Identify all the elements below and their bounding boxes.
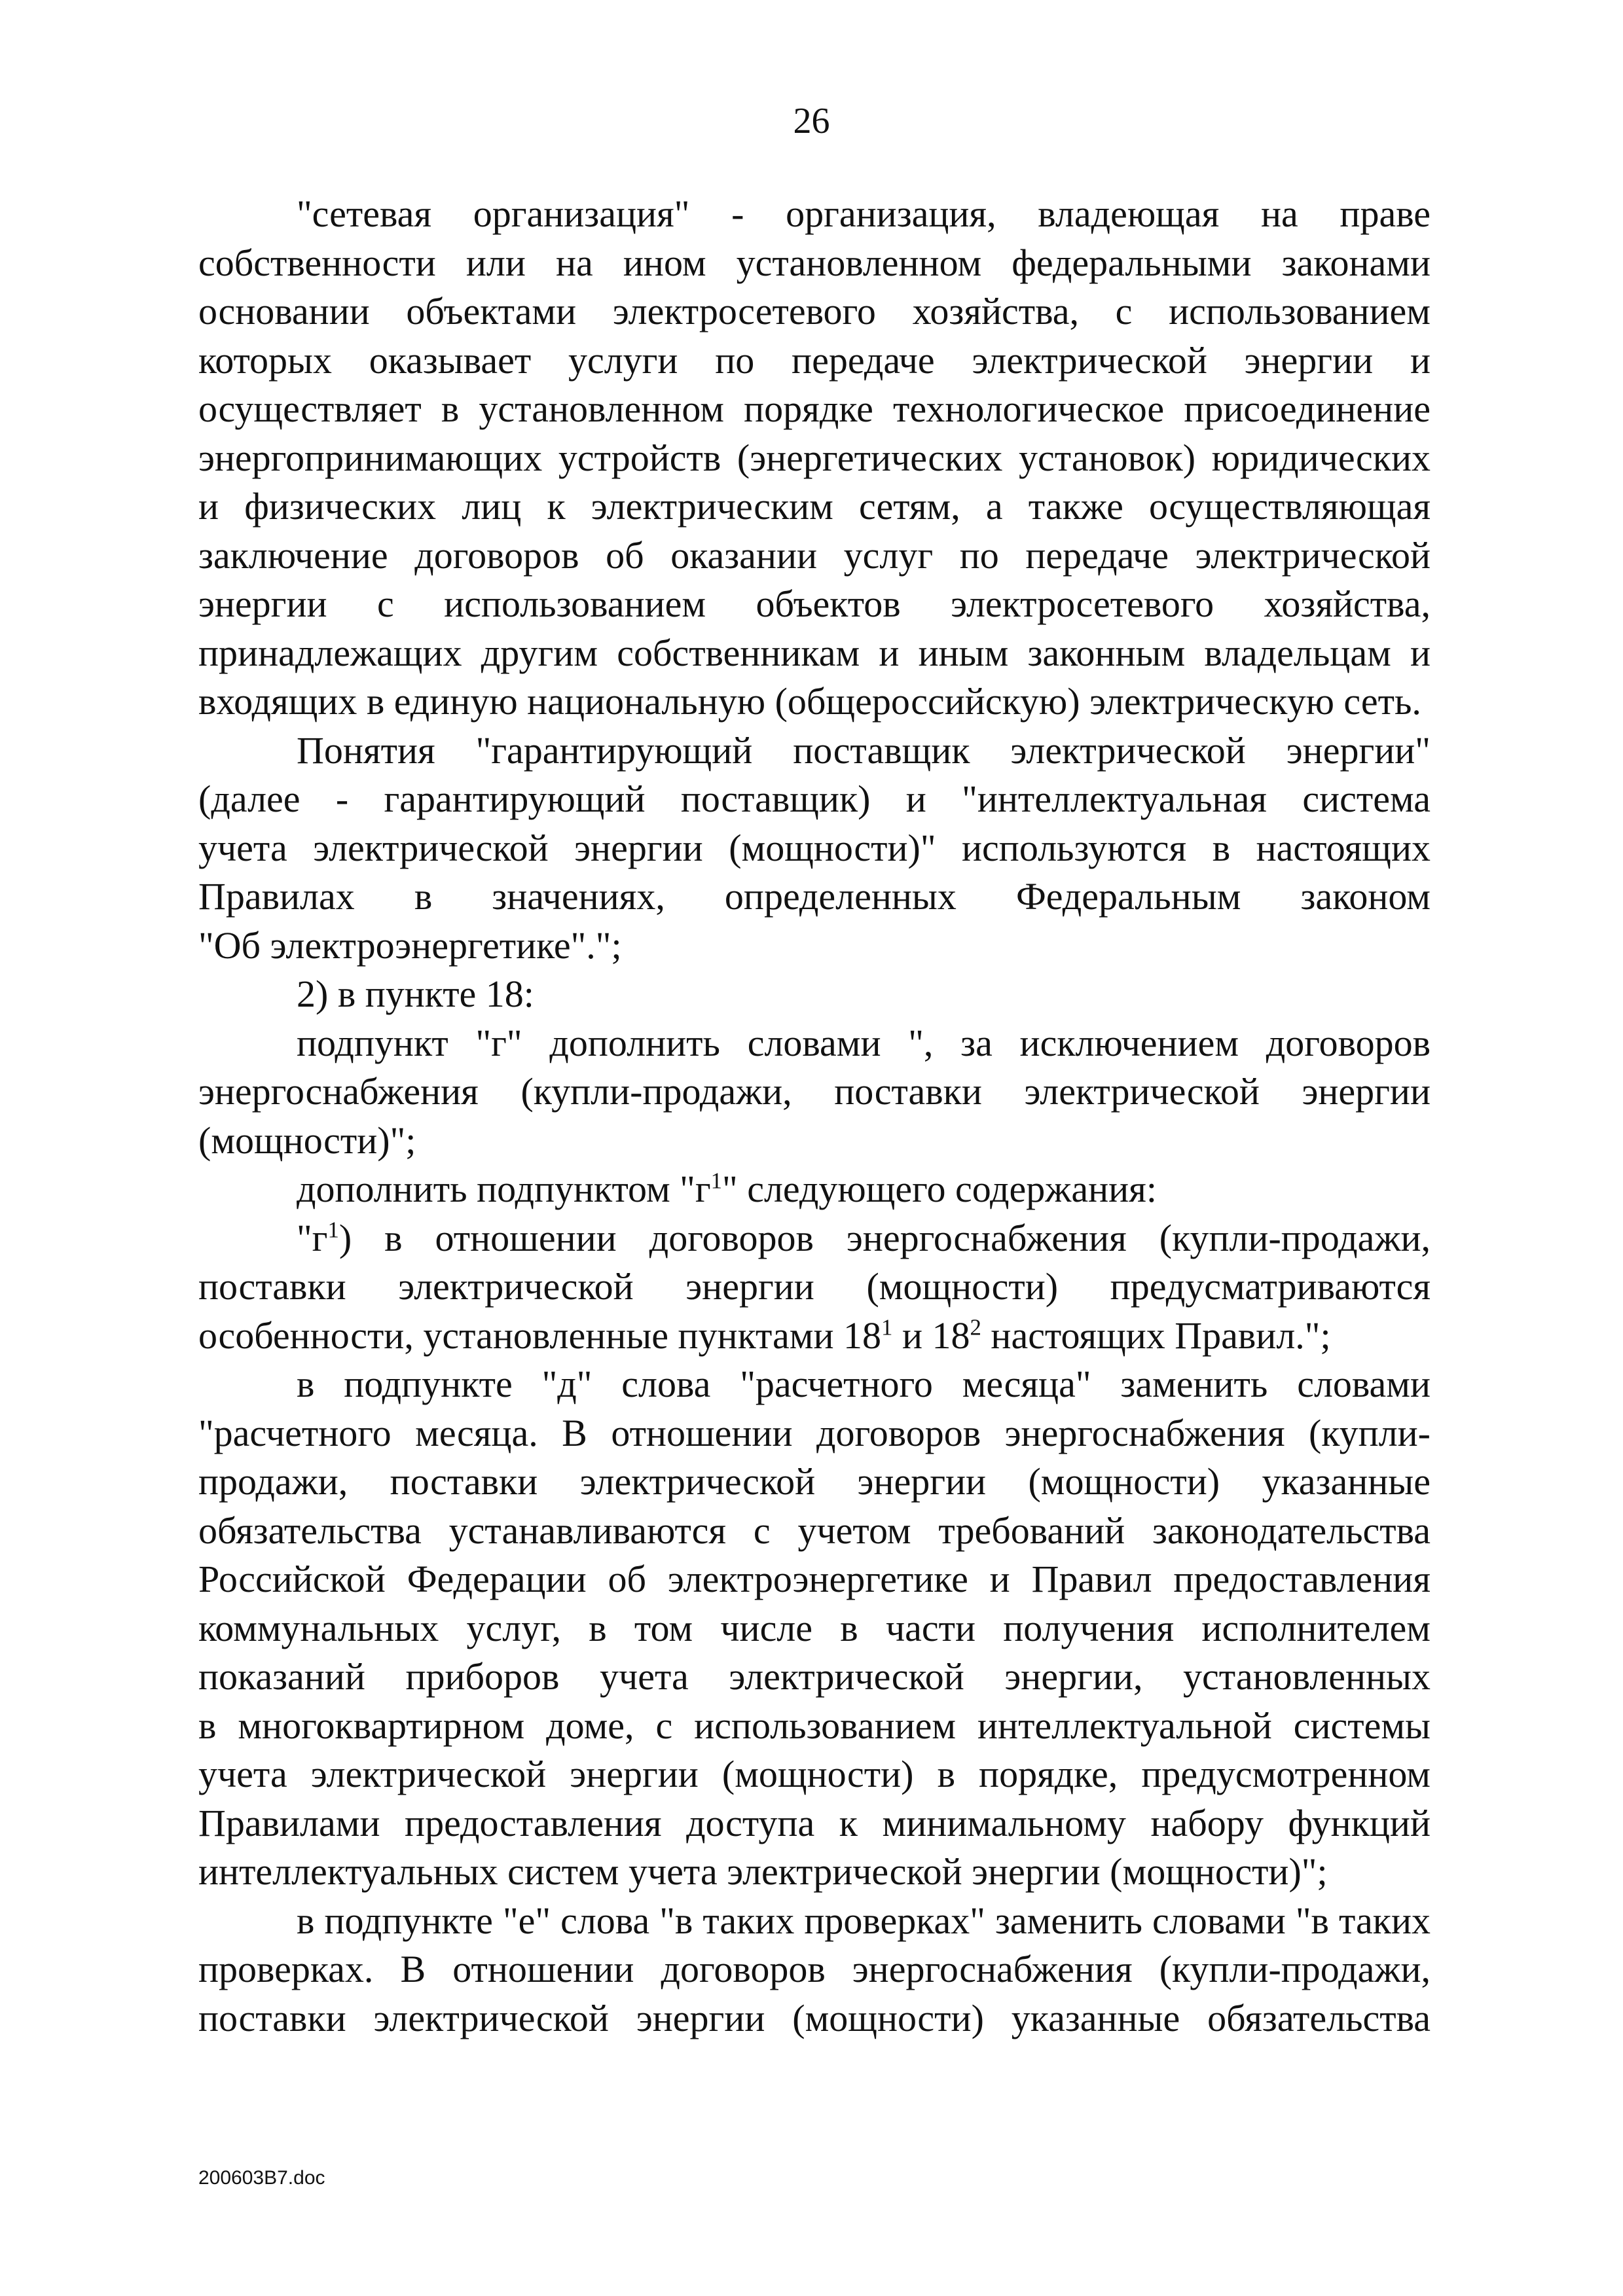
text-line: в подпункте "е" слова "в таких проверках" заменить словами "в таких xyxy=(297,1899,1431,1942)
text-line: собственности или на ином установленном федеральными законами xyxy=(198,241,1431,284)
text-line: проверках. В отношении договоров энергоснабжения (купли-продажи, xyxy=(198,1948,1431,1990)
footer-file-code: 200603В7.doc xyxy=(198,2167,325,2189)
text-line: основании объектами электросетевого хозяйства, с использованием xyxy=(198,290,1431,332)
superscript: 1 xyxy=(881,1314,893,1340)
text-line: энергопринимающих устройств (энергетических установок) юридических xyxy=(198,436,1431,479)
text-line: в многоквартирном доме, с использованием интеллектуальной системы xyxy=(198,1704,1431,1747)
text-line: Российской Федерации об электроэнергетике и Правил предоставления xyxy=(198,1558,1431,1600)
text-line: энергоснабжения (купли-продажи, поставки электрической энергии xyxy=(198,1070,1431,1113)
text-line: в подпункте "д" слова "расчетного месяца" заменить словами xyxy=(297,1363,1431,1405)
text-line: (далее - гарантирующий поставщик) и "интеллектуальная система xyxy=(198,778,1431,820)
text-line: подпункт "г" дополнить словами ", за исключением договоров xyxy=(297,1021,1431,1064)
paragraph-block-1 xyxy=(198,190,1431,1165)
document-body xyxy=(198,190,1431,2043)
text-line-g1-mid: поставки электрической энергии (мощности) предусматриваются xyxy=(198,1265,1431,1308)
text-line: "сетевая организация" - организация, владеющая на праве xyxy=(297,192,1431,235)
text-line: которых оказывает услуги по передаче электрической энергии и xyxy=(198,338,1431,382)
text-line: (мощности)"; xyxy=(198,1119,416,1162)
text-line: входящих в единую национальную (общероссийскую) электрическую сеть. xyxy=(198,680,1421,723)
text-line: обязательства устанавливаются с учетом требований законодательства xyxy=(198,1509,1431,1552)
text-line: осуществляет в установленном порядке технологическое присоединение xyxy=(198,387,1431,430)
text-line: 2) в пункте 18: xyxy=(297,973,534,1015)
superscript: 1 xyxy=(710,1168,723,1194)
text-line-g1-end: особенности, установленные пунктами $18^1$ и $18^2$ настоящих Правил."; xyxy=(198,1314,1331,1357)
text-line: поставки электрической энергии (мощности) указанные обязательства xyxy=(198,1996,1431,2039)
text-line: и физических лиц к электрическим сетям, а также осуществляющая xyxy=(198,485,1431,528)
text-line: заключение договоров об оказании услуг по передаче электрической xyxy=(198,533,1431,577)
text-line: учета электрической энергии (мощности)" используются в настоящих xyxy=(198,826,1431,869)
superscript: 2 xyxy=(970,1314,981,1340)
text-line: "расчетного месяца. В отношении договоров энергоснабжения (купли- xyxy=(198,1411,1431,1454)
text-line: продажи, поставки электрической энергии (мощности) указанные xyxy=(198,1460,1431,1503)
text-line: показаний приборов учета электрической энергии, установленных xyxy=(198,1655,1431,1698)
text-line: Правилами предоставления доступа к минимальному набору функций xyxy=(198,1801,1431,1844)
text-line: учета электрической энергии (мощности) в порядке, предусмотренном xyxy=(198,1753,1431,1795)
text-line-gsup: дополнить подпунктом "$г^1$" следующего содержания: xyxy=(297,1168,1157,1210)
superscript: 1 xyxy=(327,1217,339,1243)
text-line: Правилах в значениях, определенных Федеральным законом xyxy=(198,875,1431,918)
text-line: интеллектуальных систем учета электрической энергии (мощности)"; xyxy=(198,1850,1328,1893)
text-line: принадлежащих другим собственникам и иным законным владельцам и xyxy=(198,631,1431,674)
paragraph-block-2 xyxy=(198,1360,1431,2043)
page-number: 26 xyxy=(793,101,830,141)
text-line: энергии с использованием объектов электросетевого хозяйства, xyxy=(198,583,1431,625)
text-line: Понятия "гарантирующий поставщик электрической энергии" xyxy=(297,728,1431,772)
text-line-g1-start: "$г^1$) в отношении договоров энергоснабжения (купли-продажи, xyxy=(297,1216,1431,1259)
text-line: коммунальных услуг, в том числе в части получения исполнителем xyxy=(198,1606,1431,1649)
text-line: "Об электроэнергетике"."; xyxy=(198,924,622,967)
